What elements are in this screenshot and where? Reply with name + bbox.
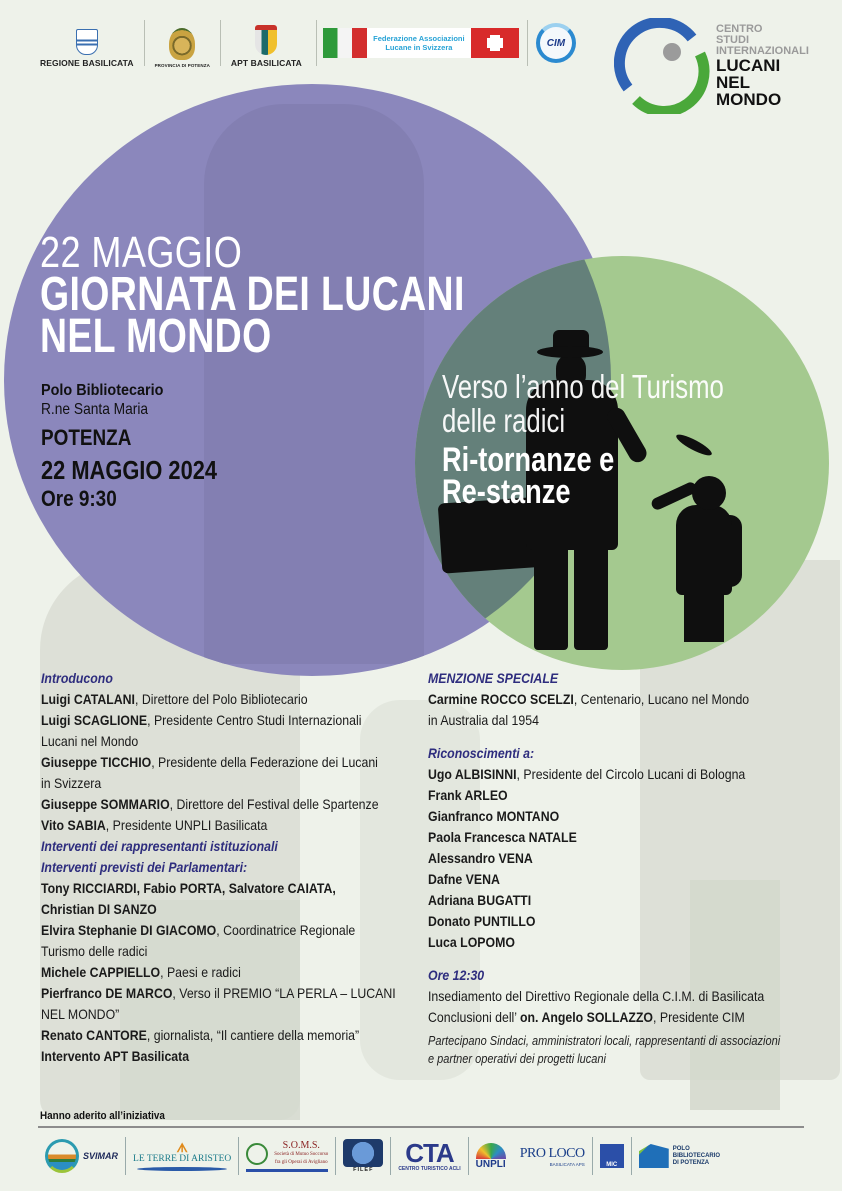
divider xyxy=(144,20,145,66)
conclusioni-row xyxy=(428,1007,780,1028)
logo-label: REGIONE BASILICATA xyxy=(40,58,134,68)
soms-title: S.O.M.S. xyxy=(282,1140,320,1151)
speaker-name: Renato CANTORE xyxy=(41,1027,147,1043)
speaker-role: , Verso il PREMIO “LA PERLA – LUCANI xyxy=(172,985,396,1001)
speaker-role-cont: Lucani nel Mondo xyxy=(41,733,139,749)
program-left-column xyxy=(41,668,411,1067)
section-heading: Riconoscimenti a: xyxy=(428,745,535,761)
polo-line: DI POTENZA xyxy=(672,1159,710,1166)
man-leg xyxy=(534,540,568,650)
menzione-row xyxy=(428,689,780,710)
polo-text xyxy=(673,1146,720,1167)
tagline xyxy=(442,368,803,511)
apt-intervention: Intervento APT Basilicata xyxy=(41,1048,190,1064)
tagline-main: Ri-tornanze e xyxy=(442,441,615,479)
speaker-row xyxy=(41,920,367,941)
logo-cta[interactable] xyxy=(391,1134,467,1178)
aristeo-label: LE TERRE DI ARISTEO xyxy=(133,1153,232,1164)
logo-centro-studi-lucani[interactable] xyxy=(614,18,809,114)
logo-mic[interactable] xyxy=(593,1134,631,1178)
svimar-label: SVIMAR xyxy=(83,1151,119,1161)
section-heading: Interventi dei rappresentanti istituzionali xyxy=(41,838,278,854)
rainbow-icon xyxy=(476,1143,506,1159)
section-heading: Introducono xyxy=(41,670,113,686)
tagline-sub: delle radici xyxy=(442,402,566,439)
parlamentari-names: Tony RICCIARDI, Fabio PORTA, Salvatore CAIATA, xyxy=(41,880,336,896)
honoree-role-cont: in Australia dal 1954 xyxy=(428,712,539,728)
parlamentari-names: Christian DI SANZO xyxy=(41,901,157,917)
federazione-line2: Lucane in Svizzera xyxy=(385,43,453,52)
proloco-sub: BASILICATA APS xyxy=(549,1161,585,1167)
soms-text xyxy=(274,1140,328,1167)
speaker-role-cont: Turismo delle radici xyxy=(41,943,148,959)
honoree-name: Luca LOPOMO xyxy=(428,934,515,950)
logo-filef[interactable] xyxy=(336,1134,390,1178)
child-legs xyxy=(684,590,724,642)
logo-federazione-svizzera[interactable] xyxy=(323,28,519,58)
honoree-name: Alessandro VENA xyxy=(428,850,533,866)
proloco-label: PRO LOCO xyxy=(519,1145,585,1161)
section-heading: MENZIONE SPECIALE xyxy=(428,670,559,686)
csi-line: STUDI xyxy=(716,34,749,46)
divider xyxy=(220,20,221,66)
event-title xyxy=(40,228,585,363)
speaker-role: , Direttore del Festival delle Spartenze xyxy=(169,796,379,812)
speaker-name: Luigi CATALANI xyxy=(41,691,135,707)
logo-label: APT BASILICATA xyxy=(230,58,302,68)
speaker-name: Elvira Stephanie DI GIACOMO xyxy=(41,922,217,938)
speaker-row xyxy=(41,962,367,983)
unpli-label: UNPLI xyxy=(475,1158,506,1170)
apt-crest-icon xyxy=(255,25,277,55)
logo-polo-bibliotecario[interactable] xyxy=(632,1134,727,1178)
globe-icon xyxy=(343,1139,383,1167)
section-heading: Ore 12:30 xyxy=(428,967,485,983)
tagline-sub: Verso l’anno del Turismo xyxy=(442,368,724,405)
speaker-role-cont: NEL MONDO” xyxy=(41,1006,120,1022)
logo-regione-basilicata[interactable] xyxy=(32,18,142,68)
logo-soms[interactable] xyxy=(239,1134,335,1178)
venue-address: R.ne Santa Maria xyxy=(41,401,149,418)
speaker-row xyxy=(41,752,378,773)
event-time: Ore 9:30 xyxy=(41,486,117,511)
insediamento-text: Insediamento del Direttivo Regionale della C.I.M. di Basilicata xyxy=(428,988,765,1004)
federazione-line1: Federazione Associazioni xyxy=(373,33,465,43)
speaker-row xyxy=(41,1025,367,1046)
csi-line: INTERNAZIONALI xyxy=(716,45,809,57)
child-silhouette xyxy=(676,505,732,595)
library-building-icon xyxy=(639,1144,669,1168)
italy-flag-icon xyxy=(323,28,367,58)
polo-line: POLO xyxy=(672,1145,690,1152)
footer-divider xyxy=(38,1126,804,1128)
honoree-name: Adriana BUGATTI xyxy=(428,892,532,908)
speaker-name: Vito SABIA xyxy=(41,817,106,833)
honoree-role: , Presidente del Circolo Lucani di Bologna xyxy=(516,766,746,782)
cta-mark: CTA xyxy=(405,1138,454,1168)
regione-crest-icon xyxy=(76,29,98,55)
section-heading: Interventi previsti dei Parlamentari: xyxy=(41,859,248,875)
csi-line: NEL xyxy=(716,73,750,92)
soms-emblem-icon xyxy=(246,1143,268,1165)
speaker-row xyxy=(41,794,379,815)
logo-proloco[interactable] xyxy=(513,1134,592,1178)
program-right-column xyxy=(428,668,828,1068)
speaker-name: Luigi SCAGLIONE xyxy=(41,712,148,728)
csi-text xyxy=(716,24,809,108)
speaker-name: Giuseppe SOMMARIO xyxy=(41,796,170,812)
mic-label: MIC xyxy=(606,1162,618,1168)
event-date: 22 MAGGIO 2024 xyxy=(41,455,218,485)
logo-cim[interactable] xyxy=(536,23,576,63)
soms-sub: Società di Mutuo Soccorso xyxy=(274,1152,329,1157)
honoree-row xyxy=(428,764,780,785)
conclusioni-pre: Conclusioni dell’ xyxy=(428,1009,521,1025)
honoree-name: Ugo ALBISINNI xyxy=(428,766,517,782)
divider xyxy=(316,20,317,66)
honoree-name: Gianfranco MONTANO xyxy=(428,808,560,824)
speaker-name: Giuseppe TICCHIO xyxy=(41,754,152,770)
mic-icon xyxy=(600,1144,624,1168)
participants-note: Partecipano Sindaci, amministratori locali, rappresentanti di associazioni xyxy=(428,1034,781,1048)
venue-name: Polo Bibliotecario xyxy=(41,382,164,399)
honoree-name: Paola Francesca NATALE xyxy=(428,829,577,845)
logo-svimar[interactable] xyxy=(38,1134,125,1178)
speaker-role: , Presidente UNPLI Basilicata xyxy=(105,817,268,833)
logo-provincia-potenza[interactable] xyxy=(147,18,218,68)
title-date: 22 MAGGIO xyxy=(40,228,243,277)
conclusioni-role: , Presidente CIM xyxy=(653,1009,745,1025)
federazione-text xyxy=(367,28,471,58)
wave-icon xyxy=(137,1167,227,1171)
speaker-role-cont: in Svizzera xyxy=(41,775,102,791)
speaker-role: , Presidente Centro Studi Internazionali xyxy=(147,712,362,728)
cta-label: CENTRO TURISTICO ACLI xyxy=(398,1166,461,1172)
title-line: GIORNATA DEI LUCANI xyxy=(40,267,465,321)
csi-ring-icon xyxy=(614,18,710,114)
swiss-flag-icon xyxy=(471,28,519,58)
venue-info xyxy=(41,382,251,512)
csi-line: CENTRO xyxy=(716,23,763,35)
cim-label: CIM xyxy=(546,37,566,49)
speaker-role: , Presidente della Federazione dei Lucani xyxy=(151,754,378,770)
soms-sub: fra gli Operai di Avigliano xyxy=(274,1160,328,1165)
conclusioni-name: on. Angelo SOLLAZZO xyxy=(520,1009,654,1025)
divider xyxy=(527,20,528,66)
honoree-name: Frank ARLEO xyxy=(428,787,508,803)
speaker-role: , Paesi e radici xyxy=(160,964,241,980)
speaker-row xyxy=(41,983,396,1004)
aristeo-bee-icon: ᗑ xyxy=(176,1140,188,1155)
supporter-logos xyxy=(38,1132,808,1180)
speaker-name: Michele CAPPIELLO xyxy=(41,964,161,980)
filef-label: FILEF xyxy=(353,1167,374,1173)
logo-label: PROVINCIA DI POTENZA xyxy=(154,63,210,68)
svimar-mountain-icon xyxy=(45,1139,79,1173)
honoree-name: Carmine ROCCO SCELZI xyxy=(428,691,574,707)
venue-city: POTENZA xyxy=(41,425,132,450)
logo-apt-basilicata[interactable] xyxy=(223,18,310,68)
csi-line: MONDO xyxy=(716,90,782,109)
speaker-role: , giornalista, “Il cantiere della memoria” xyxy=(146,1027,360,1043)
speaker-row xyxy=(41,689,367,710)
speaker-row xyxy=(41,815,367,836)
csi-line: LUCANI xyxy=(716,56,781,75)
soms-block xyxy=(246,1140,328,1172)
logo-unpli[interactable] xyxy=(469,1134,513,1178)
honoree-name: Donato PUNTILLO xyxy=(428,913,536,929)
provincia-crest-icon xyxy=(169,28,195,60)
participants-note: e partner operativi dei progetti lucani xyxy=(428,1052,606,1066)
speaker-name: Pierfranco DE MARCO xyxy=(41,985,173,1001)
title-line: NEL MONDO xyxy=(40,309,272,363)
speaker-role: , Direttore del Polo Bibliotecario xyxy=(134,691,308,707)
honoree-role: , Centenario, Lucano nel Mondo xyxy=(573,691,750,707)
honoree-name: Dafne VENA xyxy=(428,871,500,887)
speaker-role: , Coordinatrice Regionale xyxy=(216,922,356,938)
polo-line: BIBLIOTECARIO xyxy=(672,1152,721,1159)
tagline-main: Re-stanze xyxy=(442,473,571,511)
speaker-row xyxy=(41,710,367,731)
logo-terre-di-aristeo[interactable] xyxy=(126,1134,238,1178)
man-leg xyxy=(574,540,608,650)
footer-title: Hanno aderito all’iniziativa xyxy=(40,1110,165,1122)
partner-logos-header xyxy=(32,18,576,68)
